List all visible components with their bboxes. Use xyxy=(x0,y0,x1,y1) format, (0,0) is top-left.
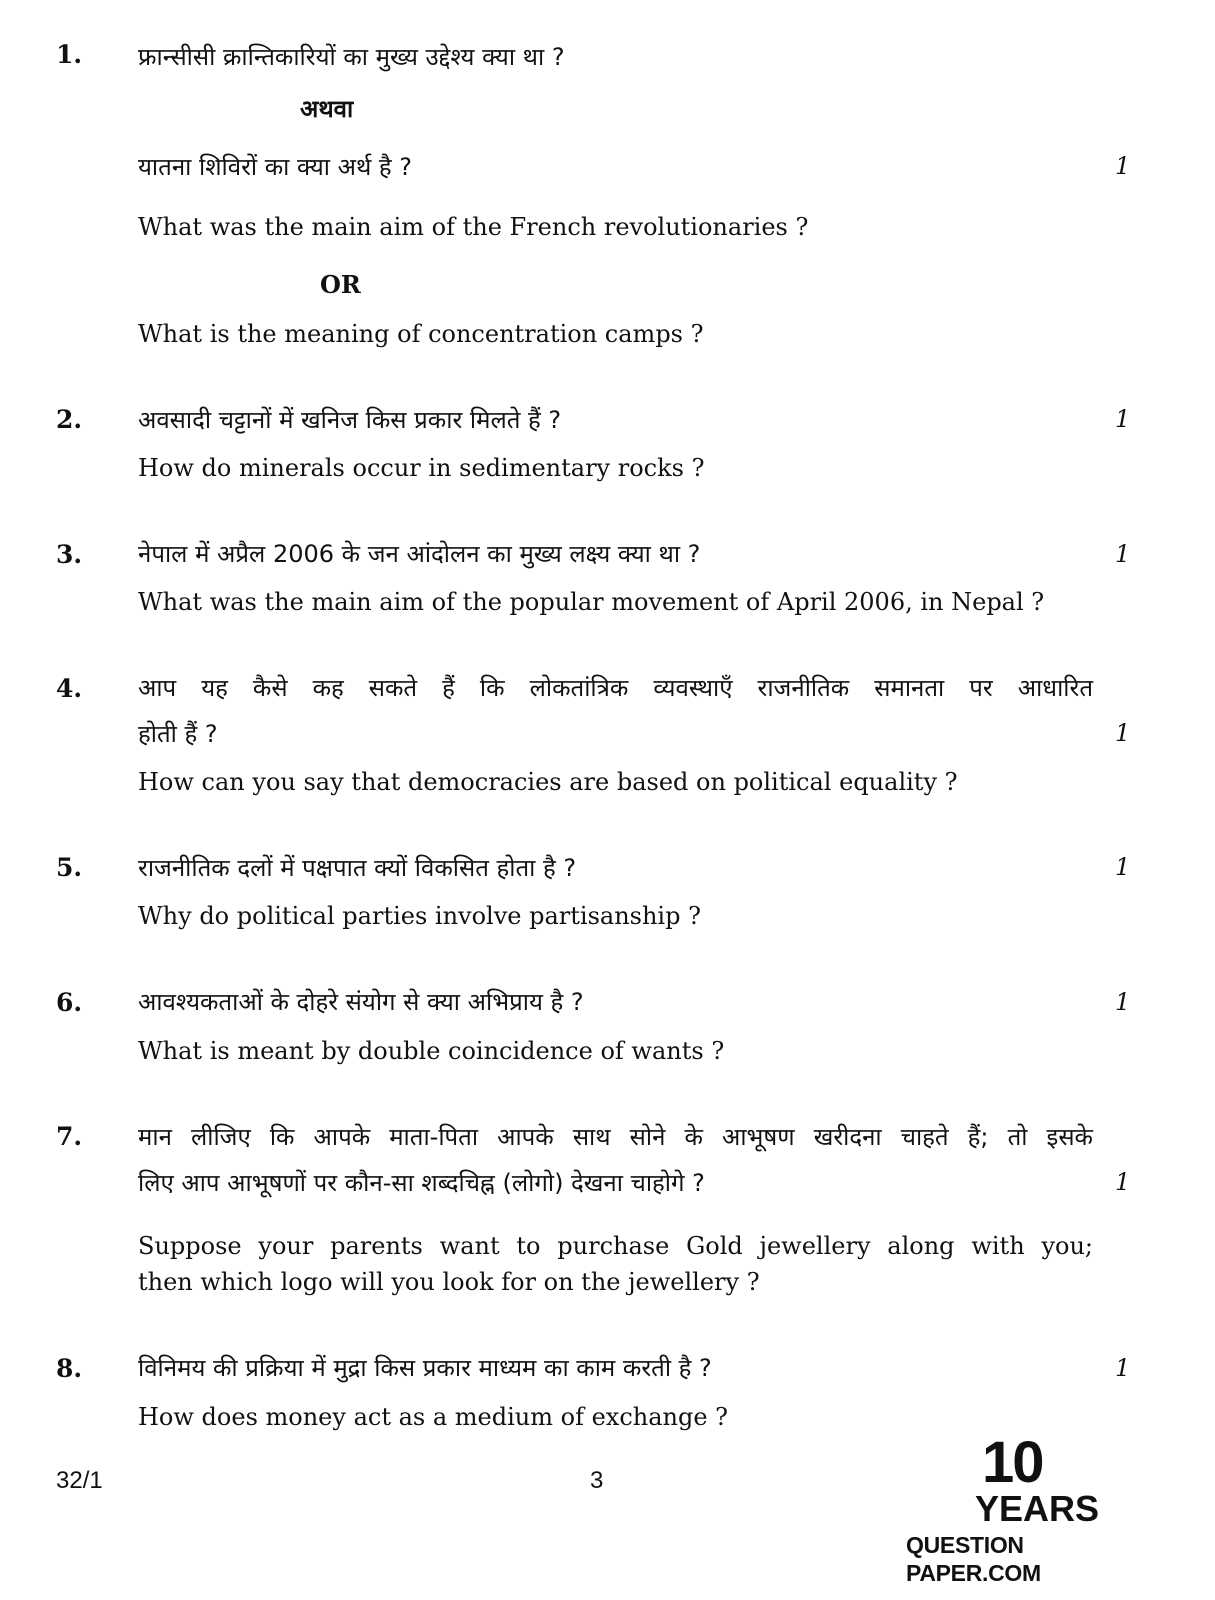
marks: 1 xyxy=(1115,152,1131,180)
question-english: What was the main aim of the popular movement of April 2006, in Nepal ? xyxy=(138,588,1045,616)
question-number: 7. xyxy=(56,1122,83,1151)
question-english: How does money act as a medium of exchange ? xyxy=(138,1403,729,1431)
watermark-number: 10 xyxy=(982,1430,1043,1495)
or-separator-hindi: अथवा xyxy=(300,95,354,123)
question-hindi: विनिमय की प्रक्रिया में मुद्रा किस प्रकार माध्यम का काम करती है ? xyxy=(138,1354,712,1382)
question-hindi-line-2: लिए आप आभूषणों पर कौन-सा शब्दचिह्न (लोगो) देखना चाहोगे ? xyxy=(138,1169,705,1197)
question-number: 1. xyxy=(56,40,83,69)
question-number: 3. xyxy=(56,540,83,569)
question-english-line-1: Suppose your parents want to purchase Gold jewellery along with you; xyxy=(138,1232,1093,1260)
question-number: 8. xyxy=(56,1354,83,1383)
watermark-years: YEARS xyxy=(975,1488,1100,1529)
question-hindi: राजनीतिक दलों में पक्षपात क्यों विकसित होता है ? xyxy=(138,854,577,882)
question-number: 4. xyxy=(56,674,83,703)
question-hindi-alternative: यातना शिविरों का क्या अर्थ है ? xyxy=(138,153,413,181)
question-english-line-2: then which logo will you look for on the jewellery ? xyxy=(138,1268,760,1296)
question-english: What was the main aim of the French revolutionaries ? xyxy=(138,213,809,241)
question-number: 2. xyxy=(56,405,83,434)
question-number: 5. xyxy=(56,853,83,882)
question-hindi-line-1: आप यह कैसे कह सकते हैं कि लोकतांत्रिक व्यवस्थाएँ राजनीतिक समानता पर आधारित xyxy=(138,674,1093,702)
marks: 1 xyxy=(1115,988,1131,1016)
or-separator-english: OR xyxy=(320,270,361,299)
question-english-alternative: What is the meaning of concentration camps ? xyxy=(138,320,704,348)
marks: 1 xyxy=(1115,719,1131,747)
paper-code: 32/1 xyxy=(56,1467,103,1494)
question-hindi-line-2: होती हैं ? xyxy=(138,720,218,748)
question-hindi: फ्रान्सीसी क्रान्तिकारियों का मुख्य उद्देश्य क्या था ? xyxy=(138,43,565,71)
question-hindi: अवसादी चट्टानों में खनिज किस प्रकार मिलते हैं ? xyxy=(138,406,562,434)
marks: 1 xyxy=(1115,853,1131,881)
question-english: How do minerals occur in sedimentary rocks ? xyxy=(138,454,705,482)
question-hindi: आवश्यकताओं के दोहरे संयोग से क्या अभिप्राय है ? xyxy=(138,988,584,1016)
marks: 1 xyxy=(1115,405,1131,433)
marks: 1 xyxy=(1115,1168,1131,1196)
marks: 1 xyxy=(1115,540,1131,568)
marks: 1 xyxy=(1115,1354,1131,1382)
question-english: What is meant by double coincidence of wants ? xyxy=(138,1037,725,1065)
question-number: 6. xyxy=(56,988,83,1017)
question-english: Why do political parties involve partisanship ? xyxy=(138,902,701,930)
question-english: How can you say that democracies are based on political equality ? xyxy=(138,768,958,796)
question-hindi-line-1: मान लीजिए कि आपके माता-पिता आपके साथ सोने के आभूषण खरीदना चाहते हैं; तो इसके xyxy=(138,1123,1093,1151)
page-number: 3 xyxy=(590,1467,604,1494)
question-hindi: नेपाल में अप्रैल 2006 के जन आंदोलन का मुख्य लक्ष्य क्या था ? xyxy=(138,540,701,568)
watermark-site: QUESTION PAPER.COM xyxy=(906,1532,1041,1586)
watermark-logo xyxy=(900,1430,1160,1593)
